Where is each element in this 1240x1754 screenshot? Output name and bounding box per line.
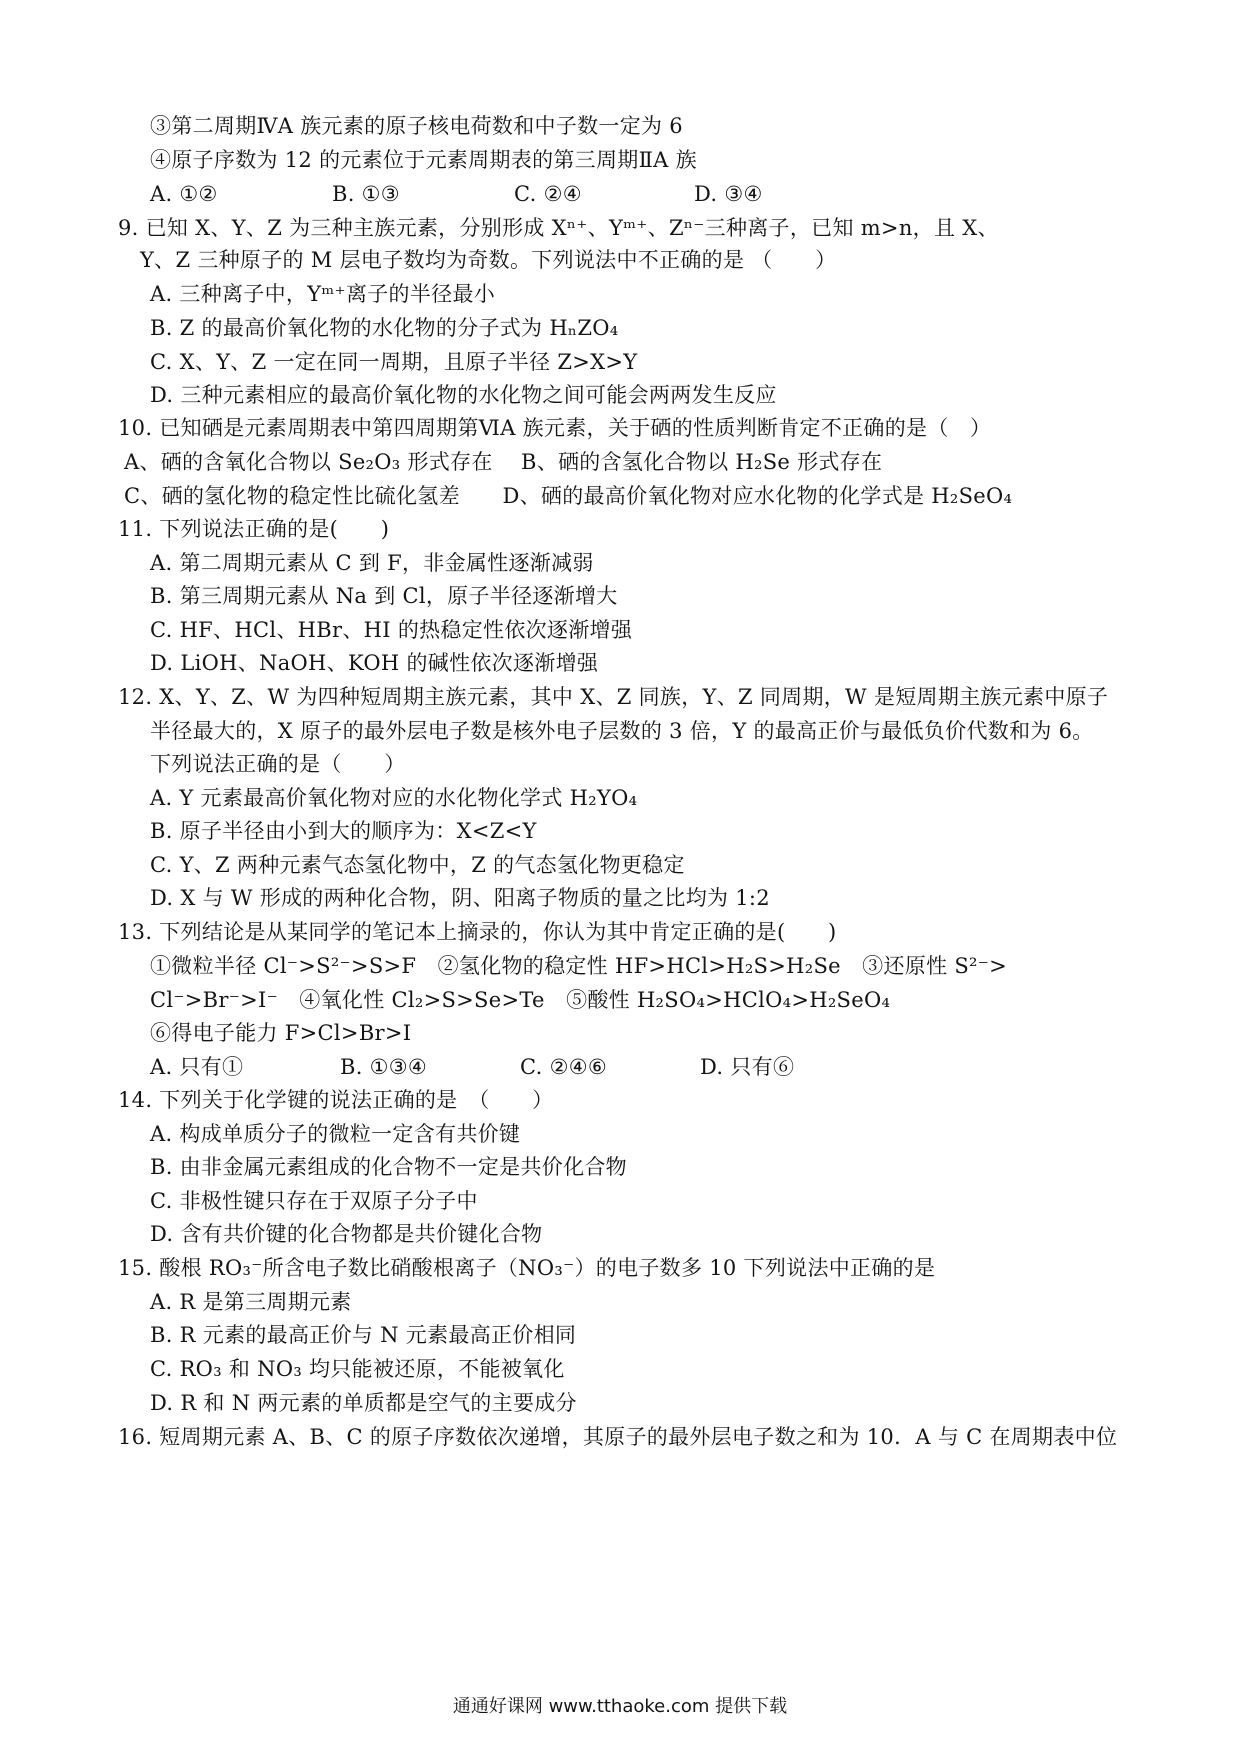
text-line: Y、Z 三种原子的 M 层电子数均为奇数。下列说法中不正确的是 （ ） xyxy=(140,248,837,272)
option-b: B. Z 的最高价氧化物的水化物的分子式为 HₙZO₄ xyxy=(150,316,619,340)
question-16: 16. 短周期元素 A、B、C 的原子序数依次递增，其原子的最外层电子数之和为 10．A 与 C 在周期表中位 xyxy=(118,1425,1118,1449)
question-12: 12. X、Y、Z、W 为四种短周期主族元素，其中 X、Z 同族，Y、Z 同周期，W 是短周期主族元素中原子 xyxy=(118,685,1109,709)
text-line: 下列说法正确的是（ ） xyxy=(150,752,406,776)
option-b: B. 由非金属元素组成的化合物不一定是共价化合物 xyxy=(150,1155,627,1179)
text-line: ③第二周期ⅣA 族元素的原子核电荷数和中子数一定为 6 xyxy=(150,114,683,138)
question-13: 13. 下列结论是从某同学的笔记本上摘录的，你认为其中肯定正确的是( ) xyxy=(118,920,837,944)
question-15: 15. 酸根 RO₃⁻所含电子数比硝酸根离子（NO₃⁻）的电子数多 10 下列说法中正确的是 xyxy=(118,1256,936,1280)
option-b: B. ①③④ xyxy=(340,1055,428,1079)
option-c: C. X、Y、Z 一定在同一周期，且原子半径 Z>X>Y xyxy=(150,350,638,374)
page-footer: 通通好课网 www.tthaoke.com 提供下载 xyxy=(452,1696,788,1717)
option-a: A. R 是第三周期元素 xyxy=(150,1290,352,1314)
option-b: B. 原子半径由小到大的顺序为：X<Z<Y xyxy=(150,819,537,843)
option-a: A. 构成单质分子的微粒一定含有共价键 xyxy=(150,1122,521,1146)
option-b: B. R 元素的最高正价与 N 元素最高正价相同 xyxy=(150,1323,577,1347)
answer-options xyxy=(150,1053,794,1081)
option-a: A. ①② xyxy=(150,182,218,206)
option-c: C. Y、Z 两种元素气态氢化物中，Z 的气态氢化物更稳定 xyxy=(150,853,685,877)
question-9: 9. 已知 X、Y、Z 为三种主族元素，分别形成 Xⁿ⁺、Yᵐ⁺、Zⁿ⁻三种离子，已知 m>n，且 X、 xyxy=(118,216,999,240)
option-c: C. 非极性键只存在于双原子分子中 xyxy=(150,1189,478,1213)
text-line: ①微粒半径 Cl⁻>S²⁻>S>F ②氢化物的稳定性 HF>HCl>H₂S>H₂Se ③还原性 S²⁻> xyxy=(150,954,1008,978)
question-11: 11. 下列说法正确的是( ) xyxy=(118,517,390,541)
option-a: A. Y 元素最高价氧化物对应的水化物化学式 H₂YO₄ xyxy=(150,786,638,810)
option-d: D. R 和 N 两元素的单质都是空气的主要成分 xyxy=(150,1391,577,1415)
option-d: D. 只有⑥ xyxy=(700,1055,795,1079)
option-c: C. HF、HCl、HBr、HI 的热稳定性依次逐渐增强 xyxy=(150,618,633,642)
answer-options xyxy=(150,180,763,208)
text-line: ④原子序数为 12 的元素位于元素周期表的第三周期ⅡA 族 xyxy=(150,148,697,172)
option-c: C. ②④ xyxy=(514,182,582,206)
option-a: A. 三种离子中，Yᵐ⁺离子的半径最小 xyxy=(150,282,496,306)
option-d: D. X 与 W 形成的两种化合物，阴、阳离子物质的量之比均为 1:2 xyxy=(150,886,770,910)
option-c: C. RO₃ 和 NO₃ 均只能被还原，不能被氧化 xyxy=(150,1357,565,1381)
options-cd: C、硒的氢化物的稳定性比硫化氢差 D、硒的最高价氧化物对应水化物的化学式是 H₂SeO₄ xyxy=(124,484,1013,508)
option-d: D. 三种元素相应的最高价氧化物的水化物之间可能会两两发生反应 xyxy=(150,383,777,407)
option-d: D. 含有共价键的化合物都是共价键化合物 xyxy=(150,1222,543,1246)
option-c: C. ②④⑥ xyxy=(520,1055,607,1079)
option-b: B. ①③ xyxy=(332,182,400,206)
option-a: A. 第二周期元素从 C 到 F，非金属性逐渐减弱 xyxy=(150,551,594,575)
text-line: ⑥得电子能力 F>Cl>Br>I xyxy=(150,1021,412,1045)
option-b: B. 第三周期元素从 Na 到 Cl，原子半径逐渐增大 xyxy=(150,584,618,608)
text-line: 半径最大的，X 原子的最外层电子数是核外电子层数的 3 倍，Y 的最高正价与最低负价代数和为 6。 xyxy=(150,719,1094,743)
option-a: A. 只有① xyxy=(150,1055,244,1079)
option-d: D. LiOH、NaOH、KOH 的碱性依次逐渐增强 xyxy=(150,651,599,675)
option-d: D. ③④ xyxy=(694,182,763,206)
options-ab: A、硒的含氧化合物以 Se₂O₃ 形式存在 B、硒的含氢化合物以 H₂Se 形式存在 xyxy=(124,450,883,474)
question-14: 14. 下列关于化学键的说法正确的是 （ ） xyxy=(118,1088,554,1112)
text-line: Cl⁻>Br⁻>I⁻ ④氧化性 Cl₂>S>Se>Te ⑤酸性 H₂SO₄>HClO₄>H₂SeO₄ xyxy=(150,988,891,1012)
question-10: 10. 已知硒是元素周期表中第四周期第ⅥA 族元素，关于硒的性质判断肯定不正确的是（ ） xyxy=(118,416,992,440)
